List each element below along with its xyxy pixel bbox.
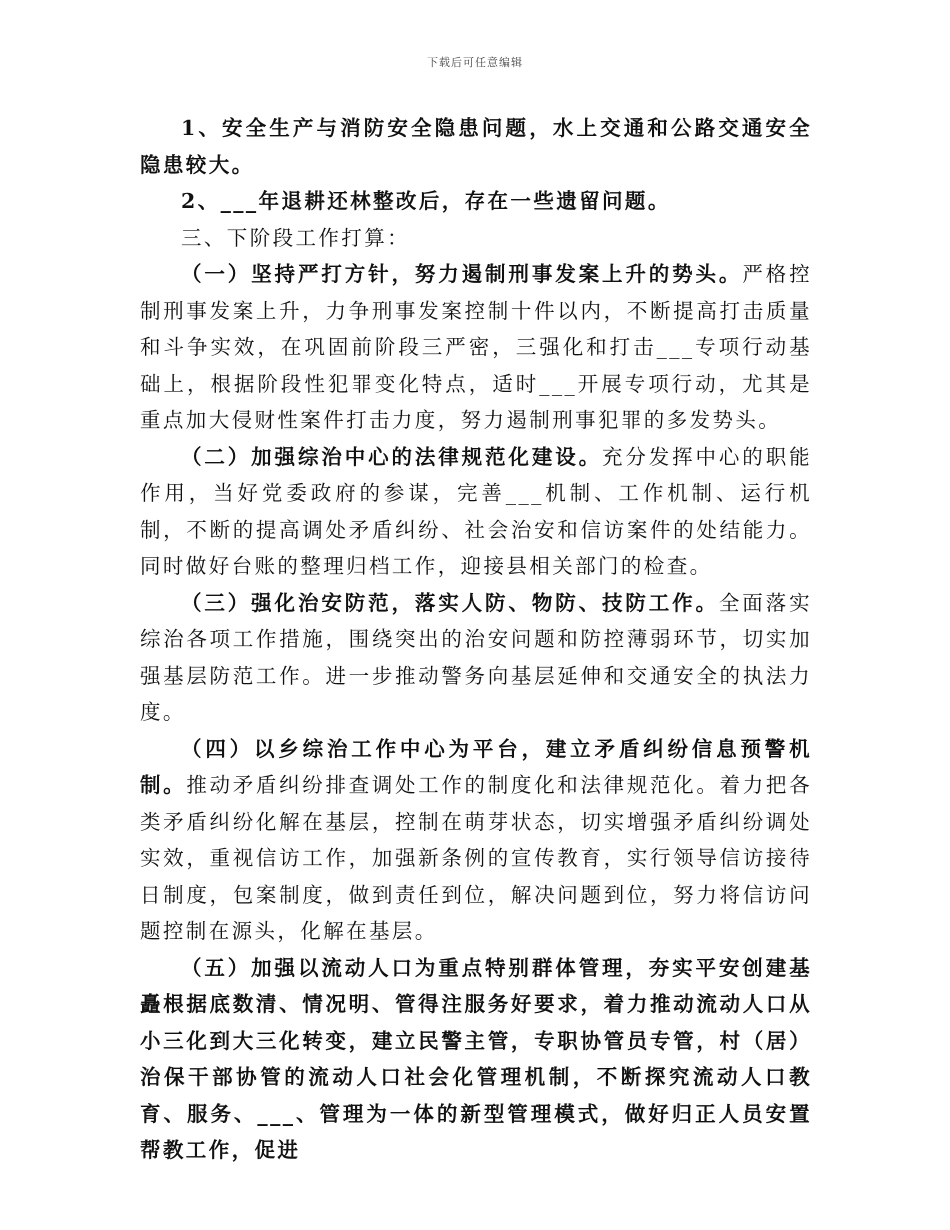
item-2-body: 充分发挥中心的职能作用，当好党委政府的参谋，完善___机制、工作机制、运行机制，不断的提高调处矛盾纠纷、社会治安和信访案件的处结能力。同时做好台账的整理归档工作，迎接县相关部门的检查。 xyxy=(140,444,812,578)
item-1-body: 严格控制刑事发案上升，力争刑事发案控制十件以内，不断提高打击质量和斗争实效，在巩固前阶段三严密，三强化和打击___专项行动基础上，根据阶段性犯罪变化特点，适时___开展专项行动，尤其是重点加大侵财性案件打击力度，努力遏制刑事犯罪的多发势头。 xyxy=(140,262,812,432)
item-2-heading: （二）加强综治中心的法律规范化建设。 xyxy=(181,444,602,469)
paragraph-item-5: （五）加强以流动人口为重点特别群体管理，夯实平安创建基矗根据底数清、情况明、管得注服务好要求，着力推动流动人口从小三化到大三化转变，建立民警主管，专职协管员专管，村（居）治保干部协管的流动人口社会化管理机制，不断探究流动人口教育、服务、___、管理为一体的新型管理模式，做好归正人员安置帮教工作，促进 xyxy=(140,955,812,1162)
paragraph-item-4 xyxy=(140,731,812,950)
paragraph-item-1 xyxy=(140,256,812,439)
item-4-body: 推动矛盾纠纷排查调处工作的制度化和法律规范化。着力把各类矛盾纠纷化解在基层，控制在萌芽状态，切实增强矛盾纠纷调处实效，重视信访工作，加强新条例的宣传教育，实行领导信访接待日制度，包案制度，做到责任到位，解决问题到位，努力将信访问题控制在源头，化解在基层。 xyxy=(140,773,812,943)
paragraph-2: 2、___年退耕还林整改后，存在一些遗留问题。 xyxy=(181,189,671,213)
item-3-heading: （三）强化治安防范，落实人防、物防、技防工作。 xyxy=(181,590,719,615)
section-heading-next-plan: 三、下阶段工作打算： xyxy=(181,225,410,250)
item-3-body: 全面落实综治各项工作措施，围绕突出的治安问题和防控薄弱环节，切实加强基层防范工作。进一步推动警务向基层延伸和交通安全的执法力度。 xyxy=(140,590,812,724)
document-body xyxy=(140,110,812,1169)
item-4-heading: （四）以乡综治工作中心为平台，建立矛盾纠纷信息预警机制。 xyxy=(140,736,812,797)
paragraph-item-2 xyxy=(140,439,812,585)
page-header: 下载后可任意编辑 xyxy=(427,56,523,69)
item-1-heading: （一）坚持严打方针，努力遏制刑事发案上升的势头。 xyxy=(181,262,743,286)
paragraph-item-3 xyxy=(140,585,812,731)
paragraph-1: 1、安全生产与消防安全隐患问题，水上交通和公路交通安全隐患较大。 xyxy=(140,116,812,177)
